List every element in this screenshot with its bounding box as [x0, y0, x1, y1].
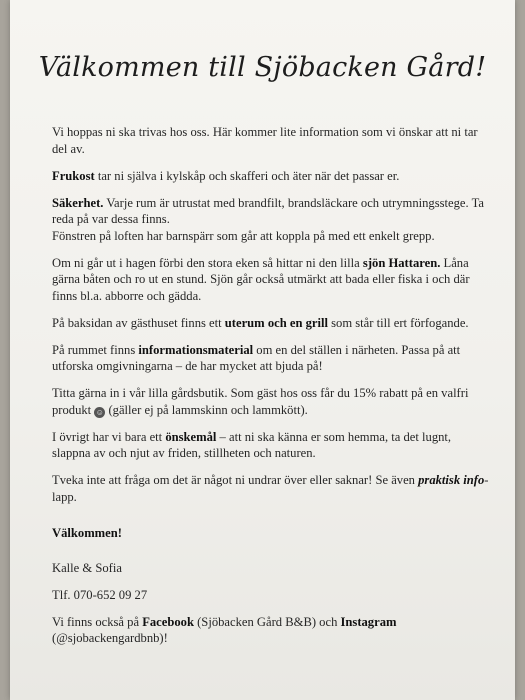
welcome-paragraph	[52, 525, 492, 542]
outdoor-text-2: som står till ert förfogande.	[327, 315, 469, 330]
social-text-3: (@sjobackengardbnb)!	[52, 631, 168, 645]
wish-highlight: önskemål	[165, 429, 217, 444]
safety-window-text: Fönstren på loften har barnspärr som går att koppla på med ett enkelt grepp.	[52, 228, 435, 243]
safety-text: Varje rum är utrustat med brandfilt, brandsläckare och utrymningsstege. Ta reda på var dessa finns.	[52, 195, 484, 226]
breakfast-paragraph	[52, 168, 492, 185]
welcome-text: Välkommen!	[52, 526, 122, 540]
lake-name: sjön Hattaren.	[362, 255, 441, 270]
wish-paragraph	[52, 429, 492, 462]
safety-paragraph	[52, 195, 492, 245]
info-paragraph	[52, 342, 492, 375]
social-text-2: (Sjöbacken Gård B&B) och	[193, 614, 341, 629]
wish-text-1: I övrigt har vi bara ett	[52, 429, 166, 444]
social-paragraph	[52, 614, 492, 647]
lake-text-2: Låna gärna båten och ro ut en stund. Sjön går också utmärkt att bada eller fiska i och där finns bl.a. abborre och gädda.	[52, 255, 470, 303]
outdoor-paragraph	[52, 315, 492, 332]
info-highlight: informationsmaterial	[138, 342, 254, 357]
document-page	[10, 0, 515, 700]
safety-heading: Säkerhet.	[52, 195, 104, 210]
breakfast-text: tar ni själva i kylskåp och skafferi och äter när det passar er.	[94, 168, 400, 183]
facebook-label: Facebook	[142, 614, 194, 629]
document-body	[52, 124, 492, 657]
signature: Kalle & Sofia	[52, 560, 122, 575]
intro-paragraph: Vi hoppas ni ska trivas hos oss. Här kommer lite information som vi önskar att ni tar del av.	[52, 125, 478, 156]
breakfast-heading: Frukost	[52, 168, 95, 183]
info-text-2: om en del ställen i närheten. Passa på att utforska omgivningarna – de har mycket att bjuda på!	[52, 342, 461, 373]
lake-text-1: Om ni går ut i hagen förbi den stora eken så hittar ni den lilla	[52, 255, 363, 270]
outdoor-highlight: uterum och en grill	[224, 315, 328, 330]
wish-text-2: – att ni ska känna er som hemma, ta det lugnt, slappna av och njut av friden, stillheten och naturen.	[52, 429, 452, 460]
shop-paragraph	[52, 385, 492, 418]
ask-text-1: Tveka inte att fråga om det är något ni undrar över eller saknar! Se även	[52, 473, 419, 487]
page-title: Välkommen till Sjöbacken Gård!	[38, 52, 487, 83]
lake-paragraph	[52, 255, 492, 305]
outdoor-text-1: På baksidan av gästhuset finns ett	[52, 315, 225, 330]
info-text-1: På rummet finns	[52, 342, 139, 357]
ask-text-2: -lapp.	[52, 473, 489, 504]
instagram-label: Instagram	[340, 614, 397, 629]
ask-paragraph	[52, 472, 492, 505]
shop-text-2: (gäller ej på lammskinn och lammkött).	[105, 402, 308, 417]
shop-text-1: Titta gärna in i vår lilla gårdsbutik. Som gäst hos oss får du 15% rabatt på en valfri produkt	[52, 386, 469, 417]
smiley-icon: ☺	[95, 407, 104, 417]
phone-number: Tlf. 070-652 09 27	[52, 587, 148, 602]
practical-info-reference: praktisk info	[418, 473, 485, 487]
social-text-1: Vi finns också på	[52, 614, 143, 629]
